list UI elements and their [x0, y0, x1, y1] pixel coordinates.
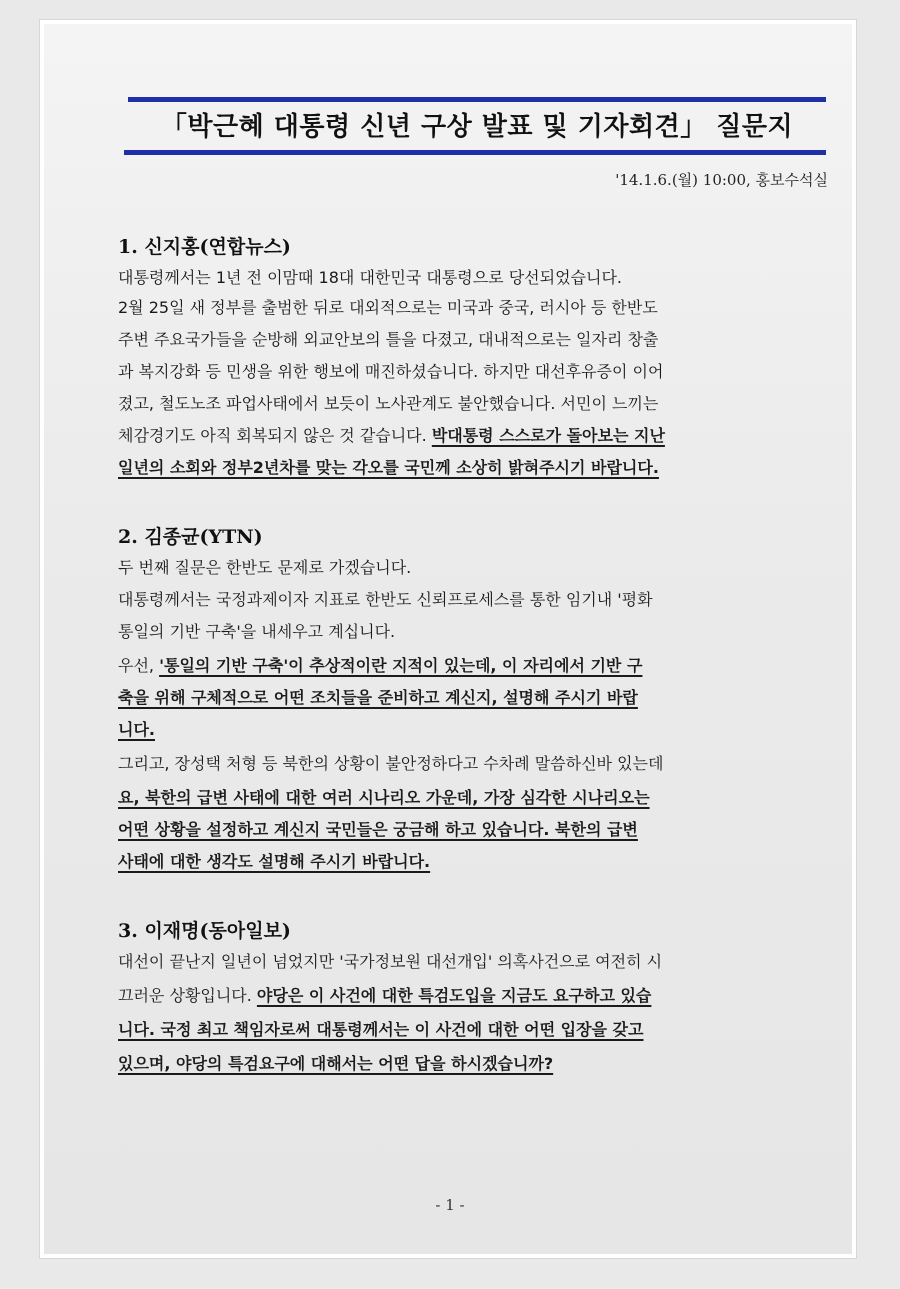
underlined-text: 축을 위해 구체적으로 어떤 조치들을 준비하고 계신지, 설명해 주시기 바랍 — [118, 688, 638, 707]
underlined-text: 니다. — [118, 720, 155, 739]
section-2-line — [118, 754, 830, 774]
underlined-text: 요, 북한의 급변 사태에 대한 여러 시나리오 가운데, 가장 심각한 시나리오는 — [118, 788, 650, 807]
line-text: 우선, — [118, 656, 160, 675]
section-3-line — [118, 1054, 830, 1074]
section-heading-3: 3. 이재명(동아일보) — [118, 920, 291, 942]
section-1-line — [118, 330, 830, 350]
section-2-line — [118, 558, 830, 578]
section-3-line — [118, 1020, 830, 1040]
section-1-line — [118, 362, 830, 382]
underlined-text: 박대통령 스스로가 돌아보는 지난 — [431, 426, 665, 445]
underlined-text: '통일의 기반 구축'이 추상적이란 지적이 있는데, 이 자리에서 기반 구 — [159, 656, 643, 675]
section-1-line — [118, 426, 830, 446]
section-3-line — [118, 952, 830, 972]
section-2-line — [118, 820, 830, 840]
line-text: 주변 주요국가들을 순방해 외교안보의 틀을 다졌고, 대내적으로는 일자리 창출 — [118, 330, 659, 349]
section-2-line — [118, 688, 830, 708]
section-2-line — [118, 656, 830, 676]
document-title — [128, 106, 826, 143]
dateline: '14.1.6.(월) 10:00, 홍보수석실 — [615, 171, 828, 189]
section-2-line — [118, 852, 830, 872]
section-heading-2: 2. 김종균(YTN) — [118, 526, 263, 548]
section-heading-1: 1. 신지홍(연합뉴스) — [118, 236, 291, 258]
underlined-text: 어떤 상황을 설정하고 계신지 국민들은 궁금해 하고 있습니다. 북한의 급변 — [118, 820, 638, 839]
underlined-text: 일년의 소회와 정부2년차를 맞는 각오를 국민께 소상히 밝혀주시기 바랍니다. — [118, 458, 659, 477]
line-text: 대통령께서는 1년 전 이맘때 18대 대한민국 대통령으로 당선되었습니다. — [118, 268, 622, 287]
line-text: 통일의 기반 구축'을 내세우고 계십니다. — [118, 622, 396, 641]
line-text: 과 복지강화 등 민생을 위한 행보에 매진하셨습니다. 하지만 대선후유증이 이어 — [118, 362, 664, 381]
title-rule-bottom — [124, 150, 826, 155]
section-3-line — [118, 986, 830, 1006]
line-text: 2월 25일 새 정부를 출범한 뒤로 대외적으로는 미국과 중국, 러시아 등 한반도 — [118, 298, 658, 317]
line-text: 대선이 끝난지 일년이 넘었지만 '국가정보원 대선개입' 의혹사건으로 여전히 시 — [118, 952, 663, 971]
page-number: - 1 - — [435, 1196, 465, 1214]
line-text: 대통령께서는 국정과제이자 지표로 한반도 신뢰프로세스를 통한 임기내 '평화 — [118, 590, 653, 609]
section-2-line — [118, 622, 830, 642]
section-1-line — [118, 458, 830, 478]
underlined-text: 있으며, 야당의 특검요구에 대해서는 어떤 답을 하시겠습니까? — [118, 1054, 554, 1073]
line-text: 끄러운 상황입니다. — [118, 986, 257, 1005]
line-text: 그리고, 장성택 처형 등 북한의 상황이 불안정하다고 수차례 말씀하신바 있는데 — [118, 754, 664, 773]
section-1-line — [118, 298, 830, 318]
section-2-line — [118, 590, 830, 610]
title-rule-top — [128, 97, 826, 102]
underlined-text: 사태에 대한 생각도 설명해 주시기 바랍니다. — [118, 852, 431, 871]
line-text: 체감경기도 아직 회복되지 않은 것 같습니다. — [118, 426, 432, 445]
section-2-line — [118, 788, 830, 808]
line-text: 졌고, 철도노조 파업사태에서 보듯이 노사관계도 불안했습니다. 서민이 느끼는 — [118, 394, 659, 413]
section-1-line — [118, 394, 830, 414]
underlined-text: 니다. 국정 최고 책임자로써 대통령께서는 이 사건에 대한 어떤 입장을 갖고 — [118, 1020, 644, 1039]
underlined-text: 야당은 이 사건에 대한 특검도입을 지금도 요구하고 있습 — [256, 986, 652, 1005]
section-1-line — [118, 268, 830, 288]
section-2-line — [118, 720, 830, 740]
document-title-text: 「박근혜 대통령 신년 구상 발표 및 기자회견」 질문지 — [160, 112, 794, 142]
line-text: 두 번째 질문은 한반도 문제로 가겠습니다. — [118, 558, 412, 577]
